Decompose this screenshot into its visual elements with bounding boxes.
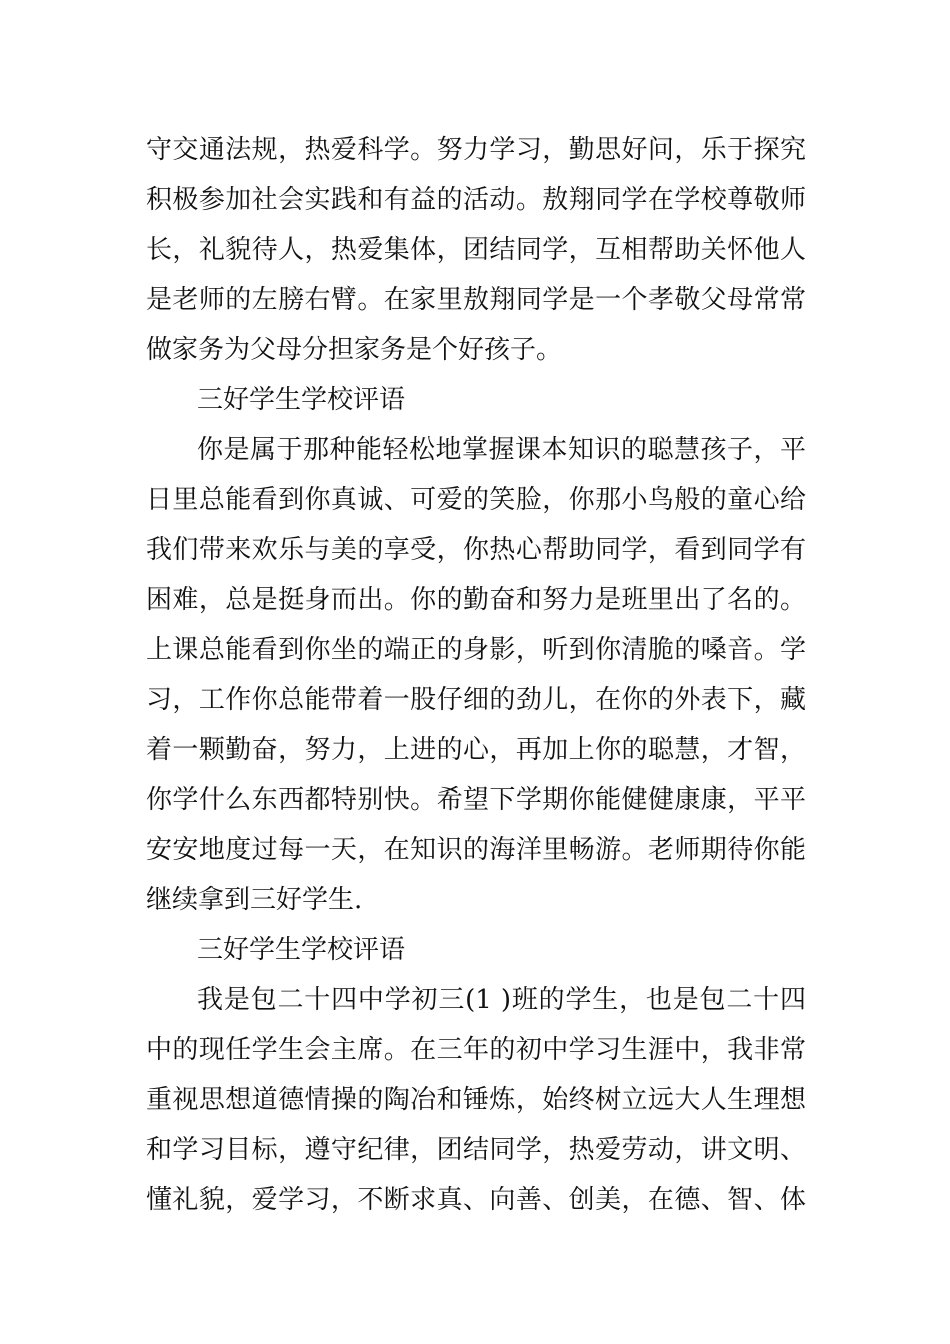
paragraph-line: 守交通法规，热爱科学。努力学习，勤思好问，乐于探究	[146, 135, 806, 165]
paragraph-line: 上课总能看到你坐的端正的身影，听到你清脆的嗓音。学	[146, 635, 806, 665]
paragraph-line: 我们带来欢乐与美的享受，你热心帮助同学，看到同学有	[146, 535, 806, 565]
paragraph-line: 着一颗勤奋，努力，上进的心，再加上你的聪慧，才智，	[146, 735, 806, 765]
paragraph-line: 懂礼貌，爱学习，不断求真、向善、创美，在德、智、体	[146, 1185, 806, 1215]
paragraph-line: 继续拿到三好学生.	[146, 885, 363, 915]
paragraph-line: 重视思想道德情操的陶冶和锤炼，始终树立远大人生理想	[146, 1085, 806, 1115]
paragraph-line: 中的现任学生会主席。在三年的初中学习生涯中，我非常	[146, 1035, 806, 1065]
paragraph-line: 日里总能看到你真诚、可爱的笑脸，你那小鸟般的童心给	[146, 485, 806, 515]
paragraph-line: 是老师的左膀右臂。在家里敖翔同学是一个孝敬父母常常	[146, 285, 806, 315]
paragraph-line: 你学什么东西都特别快。希望下学期你能健健康康，平平	[146, 785, 806, 815]
paragraph-line: 积极参加社会实践和有益的活动。敖翔同学在学校尊敬师	[146, 185, 806, 215]
paragraph-line: 习，工作你总能带着一股仔细的劲儿，在你的外表下，藏	[146, 685, 806, 715]
paragraph-line: 你是属于那种能轻松地掌握课本知识的聪慧孩子，平	[197, 435, 806, 465]
paragraph-line: 困难，总是挺身而出。你的勤奋和努力是班里出了名的。	[146, 585, 806, 615]
paragraph-line: 安安地度过每一天，在知识的海洋里畅游。老师期待你能	[146, 835, 806, 865]
section-heading: 三好学生学校评语	[197, 935, 406, 965]
paragraph-line: 做家务为父母分担家务是个好孩子。	[146, 335, 563, 365]
paragraph-line: 和学习目标，遵守纪律，团结同学，热爱劳动，讲文明、	[146, 1135, 806, 1165]
paragraph-line: 长，礼貌待人，热爱集体，团结同学，互相帮助关怀他人	[146, 235, 806, 265]
section-heading: 三好学生学校评语	[197, 385, 406, 415]
paragraph-line: 我是包二十四中学初三(1 )班的学生，也是包二十四	[197, 985, 806, 1015]
